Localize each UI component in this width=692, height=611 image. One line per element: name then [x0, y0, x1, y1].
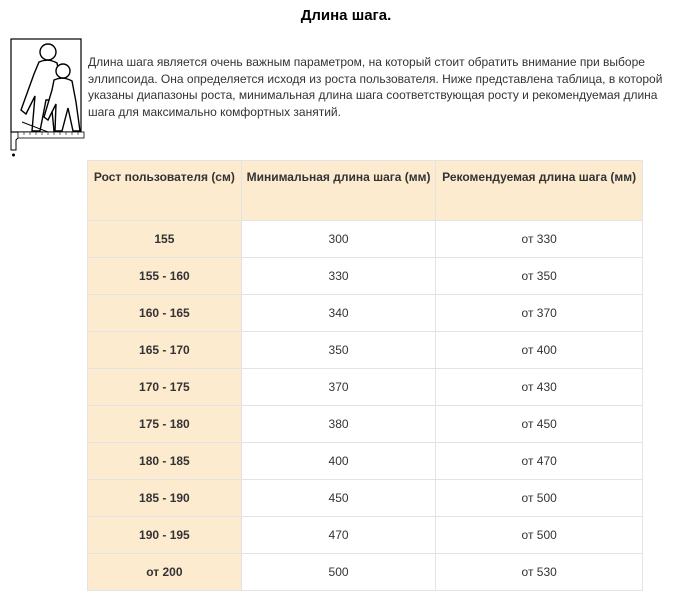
min-step-cell: 400 [241, 443, 436, 480]
table-header-row [88, 161, 643, 221]
recommended-step-cell: от 400 [436, 332, 643, 369]
height-cell: от 200 [88, 554, 242, 591]
table-row [88, 295, 643, 332]
height-cell: 175 - 180 [88, 406, 242, 443]
recommended-step-cell: от 500 [436, 480, 643, 517]
height-cell: 170 - 175 [88, 369, 242, 406]
table-row [88, 369, 643, 406]
min-step-cell: 300 [241, 221, 436, 258]
recommended-step-cell: от 350 [436, 258, 643, 295]
table-row [88, 221, 643, 258]
min-step-cell: 350 [241, 332, 436, 369]
header-min-step: Минимальная длина шага (мм) [241, 161, 436, 221]
height-cell: 155 [88, 221, 242, 258]
table-row [88, 406, 643, 443]
header-user-height: Рост пользователя (см) [88, 161, 242, 221]
table-row [88, 480, 643, 517]
recommended-step-cell: от 330 [436, 221, 643, 258]
height-cell: 165 - 170 [88, 332, 242, 369]
table-row [88, 517, 643, 554]
min-step-cell: 370 [241, 369, 436, 406]
min-step-cell: 500 [241, 554, 436, 591]
min-step-cell: 330 [241, 258, 436, 295]
page-title: Длина шага. [300, 7, 392, 24]
height-cell: 180 - 185 [88, 443, 242, 480]
table-row [88, 332, 643, 369]
height-cell: 190 - 195 [88, 517, 242, 554]
table-row [88, 554, 643, 591]
min-step-cell: 450 [241, 480, 436, 517]
intro-paragraph: Длина шага является очень важным параметром, на который стоит обратить внимание при выборе эллипсоида. Она определяется исходя из роста пользователя. Ниже представлена таблица, в которой указаны диапазоны роста, минимальная длина шага соответствующая росту и рекомендуемая длина шага для максимально комфортных занятий. [88, 55, 663, 119]
min-step-cell: 380 [241, 406, 436, 443]
header-recommended-step: Рекомендуемая длина шага (мм) [436, 161, 643, 221]
height-cell: 155 - 160 [88, 258, 242, 295]
recommended-step-cell: от 430 [436, 369, 643, 406]
height-cell: 185 - 190 [88, 480, 242, 517]
recommended-step-cell: от 450 [436, 406, 643, 443]
recommended-step-cell: от 370 [436, 295, 643, 332]
min-step-cell: 340 [241, 295, 436, 332]
recommended-step-cell: от 530 [436, 554, 643, 591]
table-row [88, 258, 643, 295]
table-row [88, 443, 643, 480]
step-length-table [87, 160, 643, 591]
min-step-cell: 470 [241, 517, 436, 554]
recommended-step-cell: от 470 [436, 443, 643, 480]
height-cell: 160 - 165 [88, 295, 242, 332]
measuring-people-icon [8, 38, 86, 158]
recommended-step-cell: от 500 [436, 517, 643, 554]
